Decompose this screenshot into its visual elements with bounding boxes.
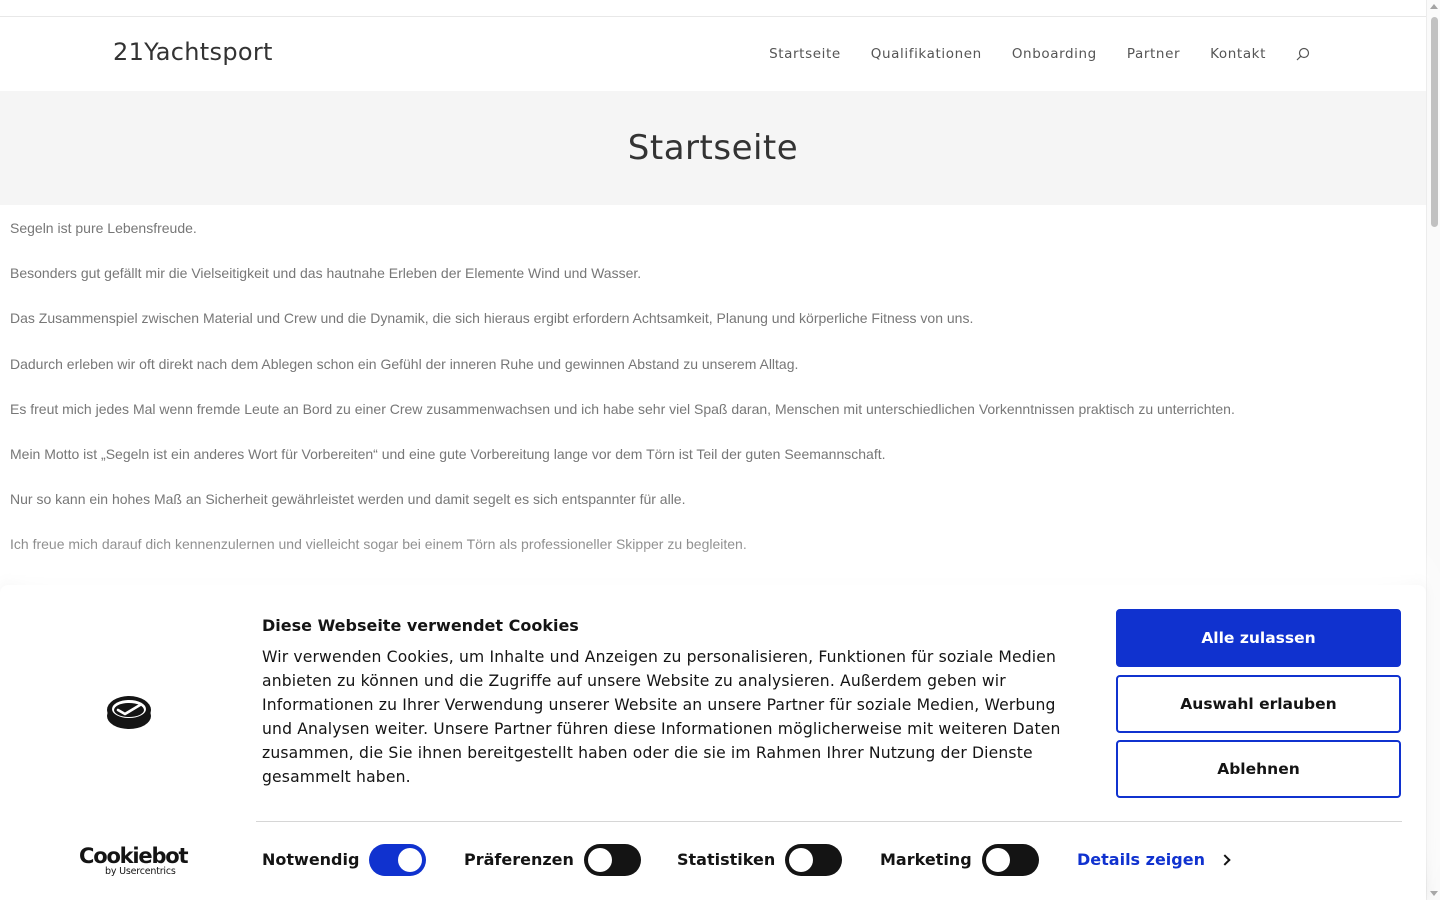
nav-item-startseite[interactable]: Startseite xyxy=(769,46,841,62)
toggle-knob xyxy=(986,848,1010,872)
scrollbar-thumb[interactable] xyxy=(1431,17,1438,227)
cookiebot-brand[interactable] xyxy=(79,845,189,877)
deny-button[interactable]: Ablehnen xyxy=(1116,740,1401,798)
content-paragraph: Das Zusammenspiel zwischen Material und Crew und die Dynamik, die sich hieraus ergibt erfordern Achtsamkeit, Planung und körperliche Fitness von uns. xyxy=(10,310,974,327)
nav-item-partner[interactable]: Partner xyxy=(1126,46,1181,62)
main-content xyxy=(10,219,1410,626)
toggle-label-praeferenzen: Präferenzen xyxy=(464,850,574,869)
cookie-title: Diese Webseite verwendet Cookies xyxy=(262,616,579,635)
chevron-right-icon xyxy=(1219,854,1230,865)
site-logo[interactable]: 21Yachtsport xyxy=(113,38,273,66)
allow-selection-button[interactable]: Auswahl erlauben xyxy=(1116,675,1401,733)
cookie-consent-banner xyxy=(0,585,1426,900)
cookie-divider xyxy=(256,821,1402,822)
content-paragraph: Segeln ist pure Lebensfreude. xyxy=(10,220,197,236)
content-paragraph: Nur so kann ein hohes Maß an Sicherheit gewährleistet werden und damit segelt es sich entspannter für alle. xyxy=(10,491,686,508)
scroll-up-arrow-icon[interactable] xyxy=(1430,4,1438,9)
nav-item-onboarding[interactable]: Onboarding xyxy=(1011,46,1097,62)
page-title: Startseite xyxy=(627,128,799,168)
details-link[interactable] xyxy=(1077,850,1229,869)
top-strip xyxy=(0,0,1426,17)
cookiebot-brand-name: Cookiebot xyxy=(79,844,188,868)
toggle-knob xyxy=(398,848,422,872)
toggle-knob xyxy=(789,848,813,872)
toggle-knob xyxy=(588,848,612,872)
cookiebot-brand-by: by Usercentrics xyxy=(105,866,176,877)
cookie-description: Wir verwenden Cookies, um Inhalte und Anzeigen zu personalisieren, Funktionen für soziale Medien anbieten zu können und die Zugriffe auf unsere Website zu analysieren. Außerdem geben wir Informationen zu Ihrer Verwendung unserer Website an unsere Partner für soziale Medien, Werbung und Analysen weiter. Unsere Partner führen diese Informationen möglicherweise mit weiteren Daten zusammen, die Sie ihnen bereitgestellt haben oder die sie im Rahmen Ihrer Nutzung der Dienste gesammelt haben. xyxy=(262,648,1061,786)
content-paragraph: Ich freue mich darauf dich kennenzulernen und vielleicht sogar bei einem Törn als professioneller Skipper zu begleiten. xyxy=(10,536,747,553)
site-header xyxy=(0,17,1426,91)
content-paragraph: Mein Motto ist „Segeln ist ein anderes Wort für Vorbereiten“ und eine gute Vorbereitung lange vor dem Törn ist Teil der guten Seemannschaft. xyxy=(10,445,886,462)
content-paragraph: Es freut mich jedes Mal wenn fremde Leute an Bord zu einer Crew zusammenwachsen und ich habe sehr viel Spaß daran, Menschen mit unterschiedlichen Vorkenntnissen praktisch zu unterrichten. xyxy=(10,400,1235,417)
allow-all-button[interactable]: Alle zulassen xyxy=(1116,609,1401,667)
page-hero xyxy=(0,91,1426,205)
cookiebot-check-icon xyxy=(106,693,152,731)
toggle-label-notwendig: Notwendig xyxy=(262,850,360,869)
toggle-label-marketing: Marketing xyxy=(880,850,972,869)
toggle-notwendig[interactable] xyxy=(369,844,426,876)
content-paragraph: Besonders gut gefällt mir die Vielseitigkeit und das hautnahe Erleben der Elemente Wind und Wasser. xyxy=(10,265,642,282)
toggle-praeferenzen[interactable] xyxy=(584,844,641,876)
search-icon[interactable] xyxy=(1296,46,1312,62)
toggle-statistiken[interactable] xyxy=(785,844,842,876)
nav-item-qualifikationen[interactable]: Qualifikationen xyxy=(870,46,982,62)
content-paragraph: Dadurch erleben wir oft direkt nach dem Ablegen schon ein Gefühl der inneren Ruhe und gewinnen Abstand zu unserem Alltag. xyxy=(10,355,799,372)
page-scrollbar[interactable] xyxy=(1426,0,1440,900)
toggle-marketing[interactable] xyxy=(982,844,1039,876)
main-nav xyxy=(739,17,1312,91)
toggle-label-statistiken: Statistiken xyxy=(677,850,776,869)
details-link-label: Details zeigen xyxy=(1077,850,1205,869)
nav-item-kontakt[interactable]: Kontakt xyxy=(1210,46,1266,62)
scroll-down-arrow-icon[interactable] xyxy=(1430,891,1438,896)
